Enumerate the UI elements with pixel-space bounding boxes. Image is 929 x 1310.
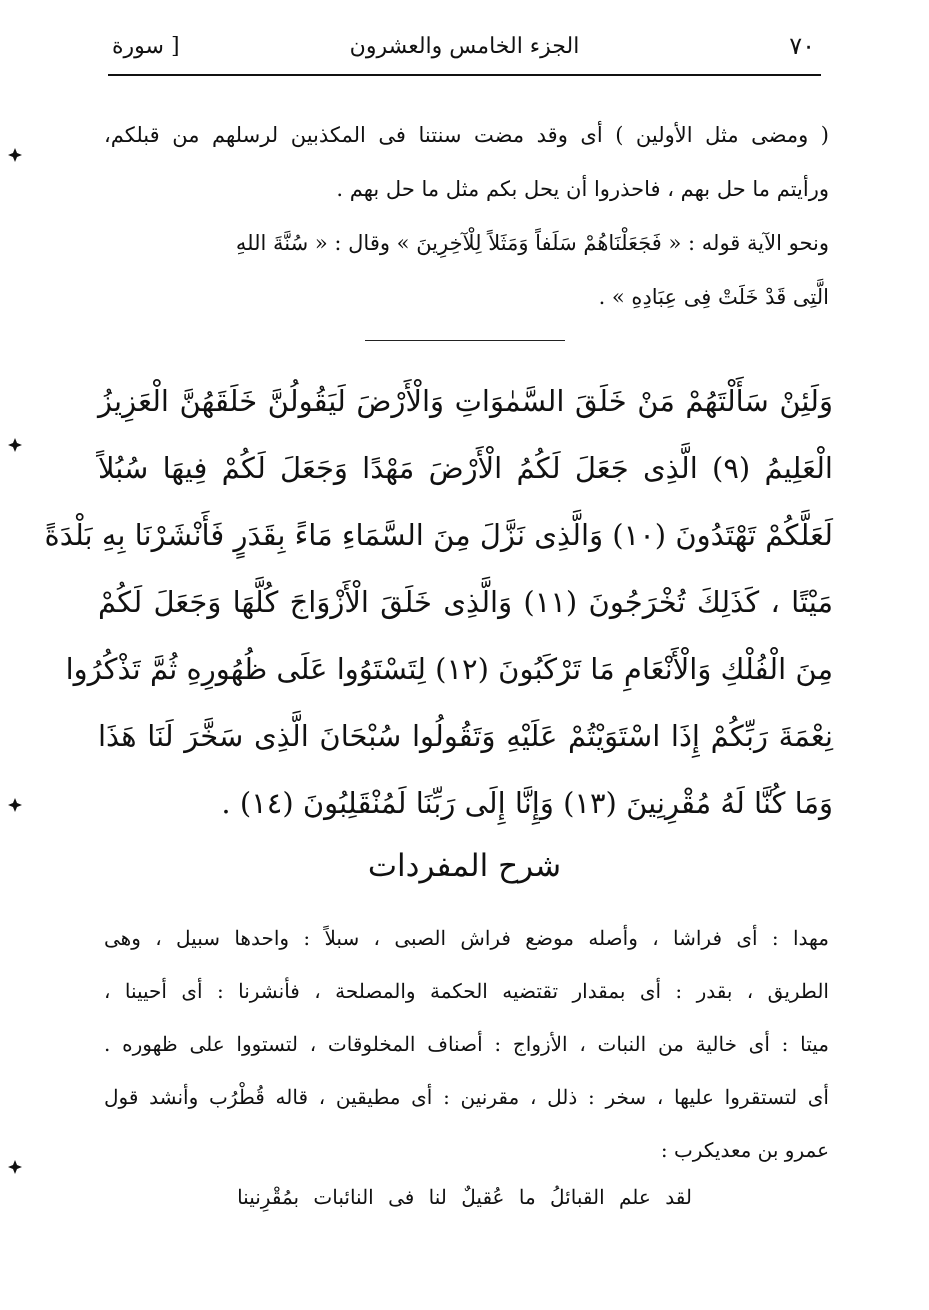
intro-line: ( ومضى مثل الأولين ) أى وقد مضت سنتنا فى المكذبين لرسلهم من قبلكم،: [104, 123, 829, 147]
vocab-line: عمرو بن معديكرب :: [660, 1138, 829, 1162]
verse-line: نِعْمَةَ رَبِّكُمْ إِذَا اسْتَوَيْتُمْ عَلَيْهِ وَتَقُولُوا سُبْحَانَ الَّذِى سَخَّرَ لَنَا هَذَا: [98, 719, 833, 753]
intro-line: ورأيتم ما حل بهم ، فاحذروا أن يحل بكم مثل ما حل بهم .: [336, 177, 829, 201]
intro-line: الَّتِى قَدْ خَلَتْ فِى عِبَادِهِ » .: [598, 285, 829, 309]
page-number: ٧٠: [789, 32, 815, 60]
verse-line: مِنَ الْفُلْكِ وَالْأَنْعَامِ مَا تَرْكَبُونَ (١٢) لِتَسْتَوُوا عَلَى ظُهُورِهِ ثُمَّ تَذْكُرُوا: [65, 652, 833, 686]
vocab-line: الطريق ، بقدر : أى بمقدار تقتضيه الحكمة والمصلحة ، فأنشرنا : أى أحيينا ،: [104, 979, 829, 1003]
binding-hole-mark: [8, 148, 22, 162]
header-rule: [108, 74, 821, 76]
quran-verses: [44, 368, 833, 837]
page-header: [108, 28, 821, 76]
intro-line: ونحو الآية قوله : « فَجَعَلْنَاهُمْ سَلَفاً وَمَثَلاً لِلْآخِرِينَ » وقال : « سُنَّةَ اللهِ: [235, 231, 829, 255]
binding-hole-mark: [8, 1160, 22, 1174]
running-title: الجزء الخامس والعشرون: [349, 34, 580, 59]
vocab-line: ميتا : أى خالية من النبات ، الأزواج : أصناف المخلوقات ، لتستووا على ظهوره .: [104, 1032, 829, 1056]
vocab-line: مهدا : أى فراشا ، وأصله موضع فراش الصبى ، سبلاً : واحدها سبيل ، وهى: [104, 926, 829, 950]
vocab-line: أى لتستقروا عليها ، سخر : ذلل ، مقرنين : أى مطيقين ، قاله قُطْرُب وأنشد قول: [104, 1085, 829, 1109]
vocabulary-explanation: [104, 912, 829, 1177]
section-divider: [365, 340, 565, 341]
binding-hole-mark: [8, 438, 22, 452]
surah-label: [ سورة: [112, 34, 180, 59]
binding-hole-mark: [8, 798, 22, 812]
verse-line: الْعَلِيمُ (٩) الَّذِى جَعَلَ لَكُمُ الْأَرْضَ مَهْدًا وَجَعَلَ لَكُمْ فِيهَا سُبُلاً: [98, 451, 833, 485]
verse-line: وَلَئِنْ سَأَلْتَهُمْ مَنْ خَلَقَ السَّمٰوَاتِ وَالْأَرْضَ لَيَقُولُنَّ خَلَقَهُنَّ الْعَزِيزُ: [98, 384, 833, 418]
section-heading: شرح المفردات: [367, 848, 562, 884]
verse-line: مَيْتًا ، كَذَلِكَ تُخْرَجُونَ (١١) وَالَّذِى خَلَقَ الْأَزْوَاجَ كُلَّهَا وَجَعَلَ لَكُمْ: [98, 585, 833, 619]
verse-line: لَعَلَّكُمْ تَهْتَدُونَ (١٠) وَالَّذِى نَزَّلَ مِنَ السَّمَاءِ مَاءً بِقَدَرٍ فَأَنْشَرْنَا بِهِ بَلْدَةً: [44, 518, 833, 552]
verse-line: وَمَا كُنَّا لَهُ مُقْرِنِينَ (١٣) وَإِنَّا إِلَى رَبِّنَا لَمُنْقَلِبُونَ (١٤) .: [221, 786, 833, 820]
intro-commentary: [104, 108, 829, 324]
poetry-verse: لقد علم القبائلُ ما عُقيلٌ لنا فى النائبات بمُقْرِنينا: [237, 1185, 692, 1209]
